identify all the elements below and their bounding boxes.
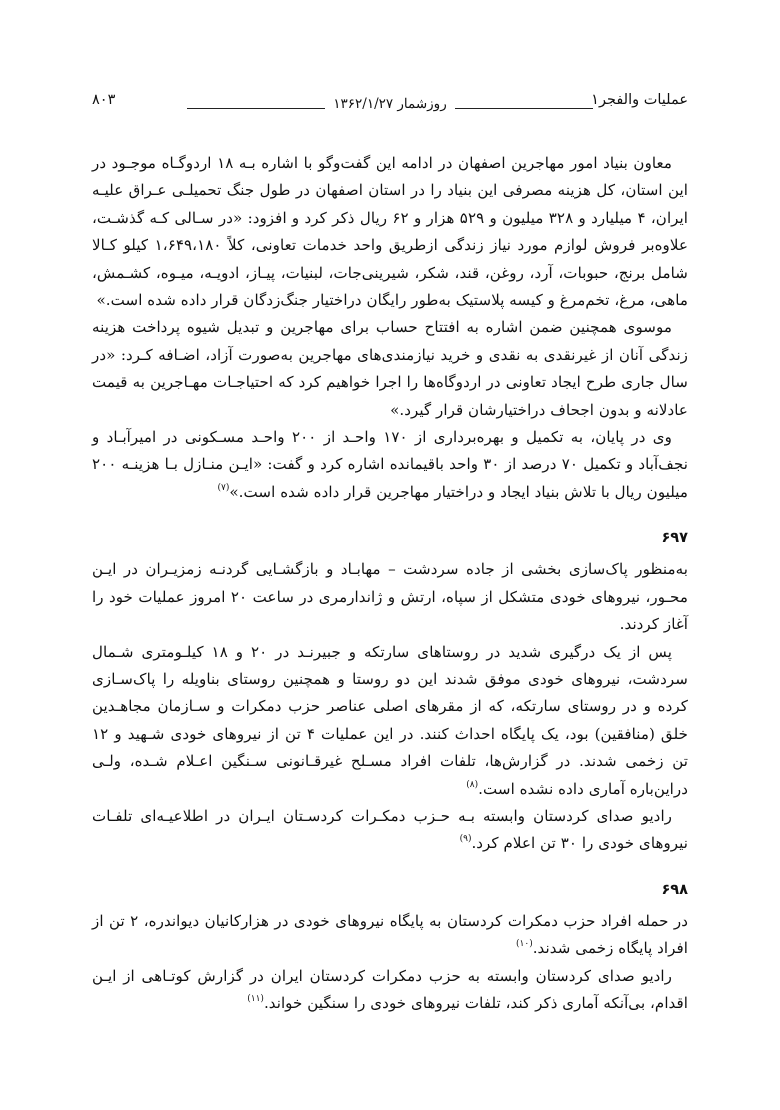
footnote-ref: (۹) <box>459 834 472 845</box>
paragraph <box>92 803 688 858</box>
entry-number-697: ۶۹۷ <box>661 530 688 547</box>
page-number: ۸۰۳ <box>92 92 116 108</box>
paragraph <box>92 556 688 638</box>
footnote-ref: (۱۱) <box>247 993 264 1004</box>
paragraph-text: وی در پایان، به تکمیل و بهره‌برداری از ۱۷۰ واحـد از ۲۰۰ واحـد مسـکونی در امیرآبـاد و نجف‌آباد و تکمیل ۷۰ درصد از ۳۰ واحد باقیمانده اشاره کرد و گفت: «ایـن منـازل بـا هزینـه ۲۰۰ میلیون ریال با تلاش بنیاد ایجاد و دراختیار مهاجرین قرار داده شده است.» <box>92 428 688 501</box>
paragraph <box>92 424 688 506</box>
footnote-ref: (۷) <box>217 482 230 493</box>
header-rule-right <box>455 108 593 109</box>
paragraph <box>92 150 688 314</box>
paragraph-text: موسوی همچنین ضمن اشاره به افتتاح حساب برای مهاجرین و تبدیل شیوه پرداخت هزینه زندگی آنان از غیرنقدی به نقدی و خرید نیازمندی‌های مهاجرین به‌صورت آزاد، اضـافه کـرد: «در سال جاری طرح ایجاد تعاونی در اردوگاه‌ها را اجرا خواهیم کرد که احتیاجـات مهـاجرین به قیمت عادلانه و بدون اجحاف دراختیارشان قرار گیرد.» <box>92 318 688 419</box>
footnote-ref: (۸) <box>466 779 479 790</box>
footnote-ref: (۱۰) <box>516 939 533 950</box>
paragraph-text: به‌منظور پاک‌سازی بخشی از جاده سردشت – مهابـاد و بازگشـایی گردنـه زمزیـران در ایـن محـور، نیروهای خودی متشکل از سپاه، ارتش و ژاندارمری در ساعت ۲۰ امروز عملیات خود را آغاز کردند. <box>92 560 688 634</box>
paragraph-text: در حمله افراد حزب دمکرات کردستان به پایگاه نیروهای خودی در هزارکانیان دیواندره، ۲ تن از افراد پایگاه زخمی شدند. <box>92 911 688 958</box>
page-header <box>92 88 688 120</box>
paragraph-text: معاون بنیاد امور مهاجرین اصفهان در ادامه این گفت‌وگو با اشاره بـه ۱۸ اردوگـاه موجـود در این استان، کل هزینه مصرفی این بنیاد را در استان اصفهان در طول جنگ تحمیلـی عـراق علیـه ایران، ۴ میلیارد و ۳۲۸ میلیون و ۵۲۹ هزار و ۶۲ ریال ذکر کرد و افزود: «در سـالی کـه گذشـت، علاوه‌بر فروش لوازم مورد نیاز زندگی ازطریق واحد خدمات تعاونی، کلاً ۱،۶۴۹،۱۸۰ کیلو کـالا شامل برنج، حبوبات، آرد، روغن، قند، شکر، شیرینی‌جات، لبنیات، پیـاز، ادویـه، میـوه، کشـمش، ماهی، مرغ، تخم‌مرغ و کیسه پلاستیک به‌طور رایگان دراختیار جنگ‌زدگان قرار داده شده است.» <box>92 154 689 310</box>
entry-number-698: ۶۹۸ <box>661 881 688 898</box>
paragraph <box>92 314 688 424</box>
paragraph <box>92 963 688 1018</box>
header-rule-left <box>187 108 325 109</box>
paragraph <box>92 639 688 803</box>
paragraph-text: رادیو صدای کردستان وابسته بـه حـزب دمکـرات کردسـتان ایـران در اطلاعیـه‌ای تلفـات نیروهای خودی را ۳۰ تن اعلام کرد. <box>92 806 688 853</box>
paragraph-text: رادیو صدای کردستان وابسته به حزب دمکرات کردستان ایران در گزارش کوتـاهی از ایـن اقدام، بی‌آنکه آماری ذکر کند، تلفات نیروهای خودی را سنگین خواند. <box>92 966 688 1012</box>
document-page <box>92 88 688 1017</box>
diary-date-label: روزشمار ۱۳۶۲/۱/۲۷ <box>333 96 447 112</box>
paragraph <box>92 908 688 963</box>
paragraph-text: پس از یک درگیری شدید در روستاهای سارتکه و جبیرنـد در ۲۰ و ۱۸ کیلـومتری شـمال سردشت، نیروهای خودی موفق شدند این دو روستا و همچنین روستای بناویله را پاک‌سـازی کرده و در روستای سارتکه، که از مقرهای اصلی عناصر حزب دمکرات و سـازمان مجاهـدین خلق (منافقین) بود، یک پایگاه احداث کنند. در این عملیات ۴ تن از نیروهای خودی شـهید و ۱۲ تن زخمی شدند. در گزارش‌ها، تلفات افراد مسـلح غیرقـانونی سـنگین اعـلام شـده، ولـی دراین‌باره آماری داده نشده است. <box>92 642 689 798</box>
header-center <box>187 96 593 112</box>
book-title: عملیات والفجر۱ <box>591 92 688 108</box>
page-body <box>92 150 688 1017</box>
